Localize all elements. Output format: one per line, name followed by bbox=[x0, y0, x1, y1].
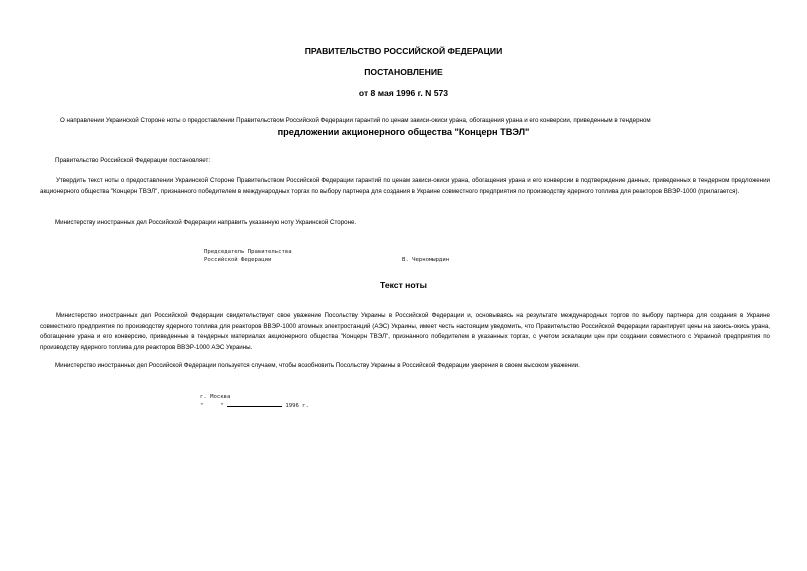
subject-line-1: О направлении Украинской Стороне ноты о предоставлении Правительством Российской Федерации гарантий по ценам закиси-окиси урана, обогащения урана и его конверсии, приведенным в тендерном bbox=[60, 117, 651, 124]
signature-name: В. Черномырдин bbox=[402, 257, 450, 263]
signature-position-1: Председатель Правительства bbox=[204, 249, 292, 255]
subject-line-2: предложении акционерного общества "Концерн ТВЭЛ" bbox=[277, 127, 530, 137]
government-heading: ПРАВИТЕЛЬСТВО РОССИЙСКОЙ ФЕДЕРАЦИИ bbox=[304, 46, 503, 56]
date-quote-close: " bbox=[220, 403, 224, 409]
note-title: Текст ноты bbox=[380, 280, 427, 290]
decree-intro: Правительство Российской Федерации постановляет: bbox=[55, 157, 211, 164]
date-number-heading: от 8 мая 1996 г. N 573 bbox=[358, 88, 449, 98]
note-paragraph-2: Министерство иностранных дел Российской Федерации пользуется случаем, чтобы возобновить Посольству Украины в Российской Федерации уверения в своем высоком уважении. bbox=[55, 362, 580, 369]
date-year: 1996 г. bbox=[285, 403, 309, 409]
signature-position-2: Российской Федерации bbox=[204, 257, 272, 263]
doc-type-heading: ПОСТАНОВЛЕНИЕ bbox=[364, 67, 443, 77]
decree-paragraph-1: Утвердить текст ноты о предоставлении Украинской Стороне Правительством Российской Федерации гарантий по ценам закиси-окиси урана, обогащения урана и его конверсии в подтверждение данных, приведенных в тендерном предложении акционерного общества "Концерн ТВЭЛ", признанного победителем в международных торгах по выбору партнера для создания в Украине совместного предприятия по производству ядерного топлива для реакторов ВВЭР-1000 (прилагается). bbox=[40, 177, 770, 195]
date-quote-open: " bbox=[200, 403, 204, 409]
place-city: г. Москва bbox=[200, 394, 231, 400]
decree-paragraph-2: Министерству иностранных дел Российской Федерации направить указанную ноту Украинской Стороне. bbox=[55, 219, 357, 226]
date-blank-line bbox=[227, 401, 282, 407]
note-paragraph-1: Министерство иностранных дел Российской Федерации свидетельствует свое уважение Посольству Украины в Российской Федерации и, основываясь на результате международных торгов по выбору партнера для создания в Украине совместного предприятия по производству ядерного топлива для реакторов ВВЭР-1000 атомных электростанций (АЭС) Украины, имеет честь настоящим уведомить, что Правительство Российской Федерации гарантирует цены на закись-окись урана, обогащение урана и его конверсию, приведенные в тендерных материалах акционерного общества "Концерн ТВЭЛ", признанного победителем в указанных торгах, с учетом эскалации цен при создании совместного с Украиной предприятия по производству ядерного топлива для реакторов ВВЭР-1000 АЭС Украины. bbox=[40, 312, 770, 351]
place-date-line bbox=[200, 401, 309, 410]
